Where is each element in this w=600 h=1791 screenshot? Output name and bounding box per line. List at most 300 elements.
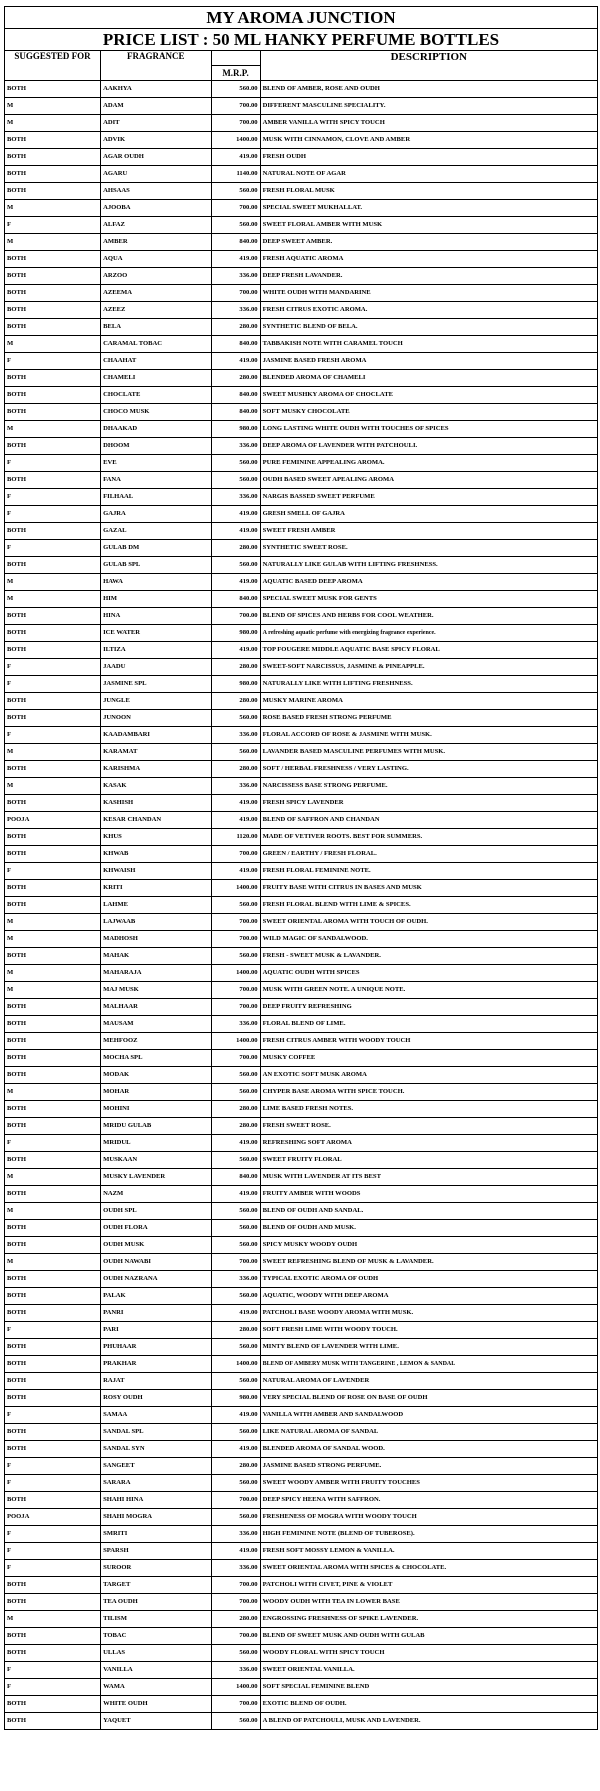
mrp-cell: 1140.00 (211, 166, 260, 183)
table-row (5, 421, 598, 438)
suggested-for-cell: POOJA (5, 1509, 101, 1526)
mrp-cell: 336.00 (211, 1560, 260, 1577)
table-row (5, 710, 598, 727)
table-row (5, 506, 598, 523)
mrp-cell: 419.00 (211, 353, 260, 370)
fragrance-cell: AMBER (101, 234, 211, 251)
description-cell: DEEP FRUITY REFRESHING (260, 999, 597, 1016)
suggested-for-cell: M (5, 98, 101, 115)
fragrance-cell: KASHISH (101, 795, 211, 812)
fragrance-cell: AGARU (101, 166, 211, 183)
fragrance-cell: MALHAAR (101, 999, 211, 1016)
fragrance-cell: OUDH MUSK (101, 1237, 211, 1254)
fragrance-cell: KAADAMBARI (101, 727, 211, 744)
mrp-cell: 1400.00 (211, 1356, 260, 1373)
table-row (5, 234, 598, 251)
mrp-cell: 560.00 (211, 1339, 260, 1356)
description-cell: NARCISSESS BASE STRONG PERFUME. (260, 778, 597, 795)
price-table (4, 50, 598, 1730)
description-cell: ROSE BASED FRESH STRONG PERFUME (260, 710, 597, 727)
description-cell: AN EXOTIC SOFT MUSK AROMA (260, 1067, 597, 1084)
suggested-for-cell: BOTH (5, 846, 101, 863)
suggested-for-cell: BOTH (5, 999, 101, 1016)
fragrance-cell: SARARA (101, 1475, 211, 1492)
fragrance-cell: CHAAHAT (101, 353, 211, 370)
fragrance-cell: CHOCO MUSK (101, 404, 211, 421)
description-cell: FRESH CITRUS AMBER WITH WOODY TOUCH (260, 1033, 597, 1050)
fragrance-cell: SANDAL SPL (101, 1424, 211, 1441)
description-cell: FRESH FLORAL MUSK (260, 183, 597, 200)
fragrance-cell: OUDH NAWABI (101, 1254, 211, 1271)
mrp-cell: 419.00 (211, 863, 260, 880)
description-cell: VANILLA WITH AMBER AND SANDALWOOD (260, 1407, 597, 1424)
fragrance-cell: NAZM (101, 1186, 211, 1203)
fragrance-cell: PRAKHAR (101, 1356, 211, 1373)
suggested-for-cell: BOTH (5, 1424, 101, 1441)
mrp-cell: 560.00 (211, 1152, 260, 1169)
suggested-for-cell: F (5, 1407, 101, 1424)
fragrance-cell: MUSKAAN (101, 1152, 211, 1169)
mrp-cell: 700.00 (211, 200, 260, 217)
fragrance-cell: JAADU (101, 659, 211, 676)
description-cell: MUSK WITH LAVENDER AT ITS BEST (260, 1169, 597, 1186)
mrp-cell: 560.00 (211, 1237, 260, 1254)
fragrance-cell: GAZAL (101, 523, 211, 540)
description-cell: SYNTHETIC SWEET ROSE. (260, 540, 597, 557)
mrp-cell: 560.00 (211, 183, 260, 200)
mrp-cell: 336.00 (211, 302, 260, 319)
table-row (5, 1169, 598, 1186)
suggested-for-cell: BOTH (5, 1373, 101, 1390)
mrp-cell: 700.00 (211, 1492, 260, 1509)
description-cell: AQUATIC, WOODY WITH DEEP AROMA (260, 1288, 597, 1305)
description-cell: NATURALLY LIKE GULAB WITH LIFTING FRESHNESS. (260, 557, 597, 574)
mrp-cell: 560.00 (211, 557, 260, 574)
mrp-cell: 280.00 (211, 540, 260, 557)
fragrance-cell: AZEEZ (101, 302, 211, 319)
suggested-for-cell: BOTH (5, 1645, 101, 1662)
table-row (5, 625, 598, 642)
suggested-for-cell: BOTH (5, 472, 101, 489)
description-cell: NARGIS BASSED SWEET PERFUME (260, 489, 597, 506)
suggested-for-cell: BOTH (5, 1050, 101, 1067)
description-cell: NATURALLY LIKE WITH LIFTING FRESHNESS. (260, 676, 597, 693)
table-row (5, 81, 598, 98)
description-cell: NATURAL AROMA OF LAVENDER (260, 1373, 597, 1390)
suggested-for-cell: F (5, 1526, 101, 1543)
mrp-cell: 840.00 (211, 591, 260, 608)
suggested-for-cell: F (5, 217, 101, 234)
fragrance-cell: CHAMELI (101, 370, 211, 387)
table-row (5, 387, 598, 404)
fragrance-cell: OUDH SPL (101, 1203, 211, 1220)
suggested-for-cell: BOTH (5, 795, 101, 812)
fragrance-cell: MADHOSH (101, 931, 211, 948)
mrp-cell: 840.00 (211, 1169, 260, 1186)
fragrance-cell: EVE (101, 455, 211, 472)
fragrance-cell: MOHAR (101, 1084, 211, 1101)
table-row (5, 744, 598, 761)
table-row (5, 353, 598, 370)
description-cell: BLEND OF AMBERY MUSK WITH TANGERINE , LEMON & SANDAL (260, 1356, 597, 1373)
table-row (5, 608, 598, 625)
description-cell: WILD MAGIC OF SANDALWOOD. (260, 931, 597, 948)
suggested-for-cell: M (5, 234, 101, 251)
description-cell: FLORAL ACCORD OF ROSE & JASMINE WITH MUSK. (260, 727, 597, 744)
fragrance-cell: KHUS (101, 829, 211, 846)
mrp-cell: 840.00 (211, 336, 260, 353)
suggested-for-cell: BOTH (5, 183, 101, 200)
mrp-cell: 280.00 (211, 693, 260, 710)
description-cell: MINTY BLEND OF LAVENDER WITH LIME. (260, 1339, 597, 1356)
suggested-for-cell: BOTH (5, 1441, 101, 1458)
table-row (5, 132, 598, 149)
mrp-cell: 700.00 (211, 999, 260, 1016)
table-row (5, 880, 598, 897)
suggested-for-cell: M (5, 1611, 101, 1628)
fragrance-cell: GULAB SPL (101, 557, 211, 574)
mrp-cell: 280.00 (211, 1611, 260, 1628)
col-header-mrp: M.R.P. (211, 66, 260, 81)
mrp-cell: 1120.00 (211, 829, 260, 846)
mrp-cell: 840.00 (211, 404, 260, 421)
description-cell: PURE FEMININE APPEALING AROMA. (260, 455, 597, 472)
suggested-for-cell: BOTH (5, 1713, 101, 1730)
description-cell: PATCHOLI WITH CIVET, PINE & VIOLET (260, 1577, 597, 1594)
description-cell: SWEET MUSHKY AROMA OF CHOCLATE (260, 387, 597, 404)
suggested-for-cell: F (5, 1458, 101, 1475)
mrp-cell: 1400.00 (211, 132, 260, 149)
suggested-for-cell: M (5, 591, 101, 608)
fragrance-cell: AZEEMA (101, 285, 211, 302)
mrp-cell: 560.00 (211, 1373, 260, 1390)
mrp-cell: 419.00 (211, 1135, 260, 1152)
table-row (5, 1237, 598, 1254)
suggested-for-cell: M (5, 1203, 101, 1220)
table-row (5, 1696, 598, 1713)
table-row (5, 948, 598, 965)
table-row (5, 1203, 598, 1220)
table-row (5, 914, 598, 931)
table-row (5, 1526, 598, 1543)
fragrance-cell: MUSKY LAVENDER (101, 1169, 211, 1186)
suggested-for-cell: POOJA (5, 812, 101, 829)
description-cell: ENGROSSING FRESHNESS OF SPIKE LAVENDER. (260, 1611, 597, 1628)
fragrance-cell: MOHINI (101, 1101, 211, 1118)
table-row (5, 1594, 598, 1611)
mrp-cell: 700.00 (211, 98, 260, 115)
fragrance-cell: KASAK (101, 778, 211, 795)
mrp-cell: 560.00 (211, 1288, 260, 1305)
suggested-for-cell: BOTH (5, 625, 101, 642)
table-row (5, 370, 598, 387)
table-row (5, 302, 598, 319)
description-cell: AMBER VANILLA WITH SPICY TOUCH (260, 115, 597, 132)
mrp-cell: 700.00 (211, 1696, 260, 1713)
mrp-cell: 560.00 (211, 455, 260, 472)
table-row (5, 149, 598, 166)
table-row (5, 472, 598, 489)
suggested-for-cell: BOTH (5, 1390, 101, 1407)
fragrance-cell: RAJAT (101, 1373, 211, 1390)
description-cell: FRESH - SWEET MUSK & LAVANDER. (260, 948, 597, 965)
mrp-cell: 280.00 (211, 1322, 260, 1339)
suggested-for-cell: BOTH (5, 81, 101, 98)
table-row (5, 1050, 598, 1067)
description-cell: LIKE NATURAL AROMA OF SANDAL (260, 1424, 597, 1441)
table-row (5, 659, 598, 676)
mrp-cell: 560.00 (211, 217, 260, 234)
description-cell: NATURAL NOTE OF AGAR (260, 166, 597, 183)
mrp-cell: 419.00 (211, 506, 260, 523)
fragrance-cell: HINA (101, 608, 211, 625)
description-cell: TYPICAL EXOTIC AROMA OF OUDH (260, 1271, 597, 1288)
description-cell: SYNTHETIC BLEND OF BELA. (260, 319, 597, 336)
mrp-cell: 700.00 (211, 1577, 260, 1594)
mrp-cell: 1400.00 (211, 880, 260, 897)
mrp-cell: 980.00 (211, 676, 260, 693)
description-cell: FRESH CITRUS EXOTIC AROMA. (260, 302, 597, 319)
description-cell: WHITE OUDH WITH MANDARINE (260, 285, 597, 302)
description-cell: BLEND OF SPICES AND HERBS FOR COOL WEATHER. (260, 608, 597, 625)
fragrance-cell: MAUSAM (101, 1016, 211, 1033)
table-row (5, 1152, 598, 1169)
mrp-cell: 336.00 (211, 438, 260, 455)
fragrance-cell: KHWAB (101, 846, 211, 863)
table-row (5, 863, 598, 880)
description-cell: PATCHOLI BASE WOODY AROMA WITH MUSK. (260, 1305, 597, 1322)
mrp-cell: 280.00 (211, 1118, 260, 1135)
table-row (5, 1288, 598, 1305)
table-row (5, 1441, 598, 1458)
price-table-body (5, 81, 598, 1730)
suggested-for-cell: BOTH (5, 710, 101, 727)
description-cell: JASMINE BASED FRESH AROMA (260, 353, 597, 370)
fragrance-cell: PARI (101, 1322, 211, 1339)
description-cell: FRESHENESS OF MOGRA WITH WOODY TOUCH (260, 1509, 597, 1526)
description-cell: BLEND OF OUDH AND MUSK. (260, 1220, 597, 1237)
fragrance-cell: MRIDUL (101, 1135, 211, 1152)
description-cell: SOFT FRESH LIME WITH WOODY TOUCH. (260, 1322, 597, 1339)
suggested-for-cell: BOTH (5, 1594, 101, 1611)
description-cell: FLORAL BLEND OF LIME. (260, 1016, 597, 1033)
table-row (5, 1322, 598, 1339)
table-row (5, 1407, 598, 1424)
suggested-for-cell: BOTH (5, 1101, 101, 1118)
table-row (5, 1475, 598, 1492)
col-header-fragrance: FRAGRANCE (101, 51, 211, 81)
suggested-for-cell: M (5, 115, 101, 132)
table-row (5, 166, 598, 183)
description-cell: MUSK WITH GREEN NOTE. A UNIQUE NOTE. (260, 982, 597, 999)
fragrance-cell: GAJRA (101, 506, 211, 523)
suggested-for-cell: BOTH (5, 1152, 101, 1169)
description-cell: DEEP AROMA OF LAVENDER WITH PATCHOULI. (260, 438, 597, 455)
table-row (5, 727, 598, 744)
fragrance-cell: SHAHI HINA (101, 1492, 211, 1509)
fragrance-cell: KARAMAT (101, 744, 211, 761)
suggested-for-cell: BOTH (5, 251, 101, 268)
table-row (5, 319, 598, 336)
table-row (5, 1424, 598, 1441)
suggested-for-cell: BOTH (5, 404, 101, 421)
suggested-for-cell: BOTH (5, 557, 101, 574)
table-row (5, 897, 598, 914)
description-cell: FRESH AQUATIC AROMA (260, 251, 597, 268)
mrp-cell: 700.00 (211, 1050, 260, 1067)
table-row (5, 1577, 598, 1594)
table-row (5, 438, 598, 455)
mrp-cell: 280.00 (211, 1101, 260, 1118)
mrp-cell: 419.00 (211, 523, 260, 540)
fragrance-cell: CARAMAL TOBAC (101, 336, 211, 353)
mrp-cell: 700.00 (211, 931, 260, 948)
description-cell: SWEET FRESH AMBER (260, 523, 597, 540)
table-row (5, 1067, 598, 1084)
description-cell: SWEET ORIENTAL VANILLA. (260, 1662, 597, 1679)
suggested-for-cell: M (5, 421, 101, 438)
description-cell: MUSK WITH CINNAMON, CLOVE AND AMBER (260, 132, 597, 149)
suggested-for-cell: BOTH (5, 608, 101, 625)
col-header-suggested-for: SUGGESTED FOR (5, 51, 101, 81)
table-row (5, 285, 598, 302)
suggested-for-cell: BOTH (5, 1220, 101, 1237)
fragrance-cell: FANA (101, 472, 211, 489)
fragrance-cell: OUDH NAZRANA (101, 1271, 211, 1288)
fragrance-cell: FILHAAL (101, 489, 211, 506)
table-row (5, 1118, 598, 1135)
description-cell: MADE OF VETIVER ROOTS. BEST FOR SUMMERS. (260, 829, 597, 846)
description-cell: A refreshing aquatic perfume with energizing fragrance experience. (260, 625, 597, 642)
mrp-cell: 336.00 (211, 1016, 260, 1033)
mrp-cell: 700.00 (211, 846, 260, 863)
suggested-for-cell: BOTH (5, 1577, 101, 1594)
suggested-for-cell: BOTH (5, 149, 101, 166)
fragrance-cell: MODAK (101, 1067, 211, 1084)
suggested-for-cell: F (5, 455, 101, 472)
suggested-for-cell: BOTH (5, 1067, 101, 1084)
mrp-cell: 980.00 (211, 421, 260, 438)
suggested-for-cell: BOTH (5, 285, 101, 302)
table-row (5, 1492, 598, 1509)
price-list-sheet (4, 6, 598, 1730)
mrp-cell: 560.00 (211, 81, 260, 98)
suggested-for-cell: BOTH (5, 1696, 101, 1713)
description-cell: SWEET REFRESHING BLEND OF MUSK & LAVANDER. (260, 1254, 597, 1271)
suggested-for-cell: BOTH (5, 387, 101, 404)
table-row (5, 1628, 598, 1645)
table-row (5, 846, 598, 863)
fragrance-cell: GULAB DM (101, 540, 211, 557)
mrp-cell: 560.00 (211, 472, 260, 489)
mrp-cell: 560.00 (211, 1645, 260, 1662)
fragrance-cell: TILISM (101, 1611, 211, 1628)
mrp-cell: 419.00 (211, 1305, 260, 1322)
fragrance-cell: MRIDU GULAB (101, 1118, 211, 1135)
fragrance-cell: MAHAK (101, 948, 211, 965)
description-cell: SOFT / HERBAL FRESHNESS / VERY LASTING. (260, 761, 597, 778)
suggested-for-cell: BOTH (5, 132, 101, 149)
description-cell: SOFT MUSKY CHOCOLATE (260, 404, 597, 421)
mrp-cell: 419.00 (211, 574, 260, 591)
table-row (5, 591, 598, 608)
description-cell: LONG LASTING WHITE OUDH WITH TOUCHES OF SPICES (260, 421, 597, 438)
mrp-cell: 700.00 (211, 608, 260, 625)
fragrance-cell: ICE WATER (101, 625, 211, 642)
fragrance-cell: VANILLA (101, 1662, 211, 1679)
table-row (5, 336, 598, 353)
fragrance-cell: AAKHYA (101, 81, 211, 98)
fragrance-cell: TOBAC (101, 1628, 211, 1645)
description-cell: SWEET ORIENTAL AROMA WITH TOUCH OF OUDH. (260, 914, 597, 931)
suggested-for-cell: BOTH (5, 438, 101, 455)
table-row (5, 1135, 598, 1152)
suggested-for-cell: BOTH (5, 1628, 101, 1645)
description-cell: A BLEND OF PATCHOULI, MUSK AND LAVENDER. (260, 1713, 597, 1730)
mrp-cell: 336.00 (211, 489, 260, 506)
mrp-cell: 560.00 (211, 1509, 260, 1526)
fragrance-cell: ULLAS (101, 1645, 211, 1662)
table-row (5, 761, 598, 778)
description-cell: JASMINE BASED STRONG PERFUME. (260, 1458, 597, 1475)
suggested-for-cell: BOTH (5, 829, 101, 846)
suggested-for-cell: F (5, 489, 101, 506)
table-row (5, 778, 598, 795)
mrp-cell: 560.00 (211, 1424, 260, 1441)
col-header-mrp-spacer (211, 51, 260, 66)
description-cell: FRESH FLORAL BLEND WITH LIME & SPICES. (260, 897, 597, 914)
suggested-for-cell: F (5, 540, 101, 557)
mrp-cell: 336.00 (211, 1662, 260, 1679)
suggested-for-cell: BOTH (5, 1016, 101, 1033)
mrp-cell: 700.00 (211, 914, 260, 931)
suggested-for-cell: F (5, 1475, 101, 1492)
suggested-for-cell: M (5, 574, 101, 591)
suggested-for-cell: BOTH (5, 761, 101, 778)
description-cell: FRUITY BASE WITH CITRUS IN BASES AND MUSK (260, 880, 597, 897)
mrp-cell: 1400.00 (211, 1679, 260, 1696)
fragrance-cell: KHWAISH (101, 863, 211, 880)
fragrance-cell: HIM (101, 591, 211, 608)
mrp-cell: 336.00 (211, 727, 260, 744)
fragrance-cell: MOCHA SPL (101, 1050, 211, 1067)
table-row (5, 1645, 598, 1662)
fragrance-cell: AGAR OUDH (101, 149, 211, 166)
description-cell: SWEET WOODY AMBER WITH FRUITY TOUCHES (260, 1475, 597, 1492)
fragrance-cell: YAQUET (101, 1713, 211, 1730)
mrp-cell: 840.00 (211, 387, 260, 404)
table-row (5, 1662, 598, 1679)
table-row (5, 812, 598, 829)
description-cell: LIME BASED FRESH NOTES. (260, 1101, 597, 1118)
fragrance-cell: JUNOON (101, 710, 211, 727)
suggested-for-cell: BOTH (5, 948, 101, 965)
description-cell: FRESH SPICY LAVENDER (260, 795, 597, 812)
suggested-for-cell: BOTH (5, 1356, 101, 1373)
mrp-cell: 560.00 (211, 710, 260, 727)
fragrance-cell: LAHME (101, 897, 211, 914)
suggested-for-cell: F (5, 863, 101, 880)
description-cell: CHYPER BASE AROMA WITH SPICE TOUCH. (260, 1084, 597, 1101)
description-cell: FRESH FLORAL FEMININE NOTE. (260, 863, 597, 880)
fragrance-cell: ROSY OUDH (101, 1390, 211, 1407)
mrp-cell: 336.00 (211, 268, 260, 285)
fragrance-cell: SAMAA (101, 1407, 211, 1424)
fragrance-cell: PHUHAAR (101, 1339, 211, 1356)
table-row (5, 999, 598, 1016)
description-cell: DEEP SPICY HEENA WITH SAFFRON. (260, 1492, 597, 1509)
table-row (5, 1339, 598, 1356)
